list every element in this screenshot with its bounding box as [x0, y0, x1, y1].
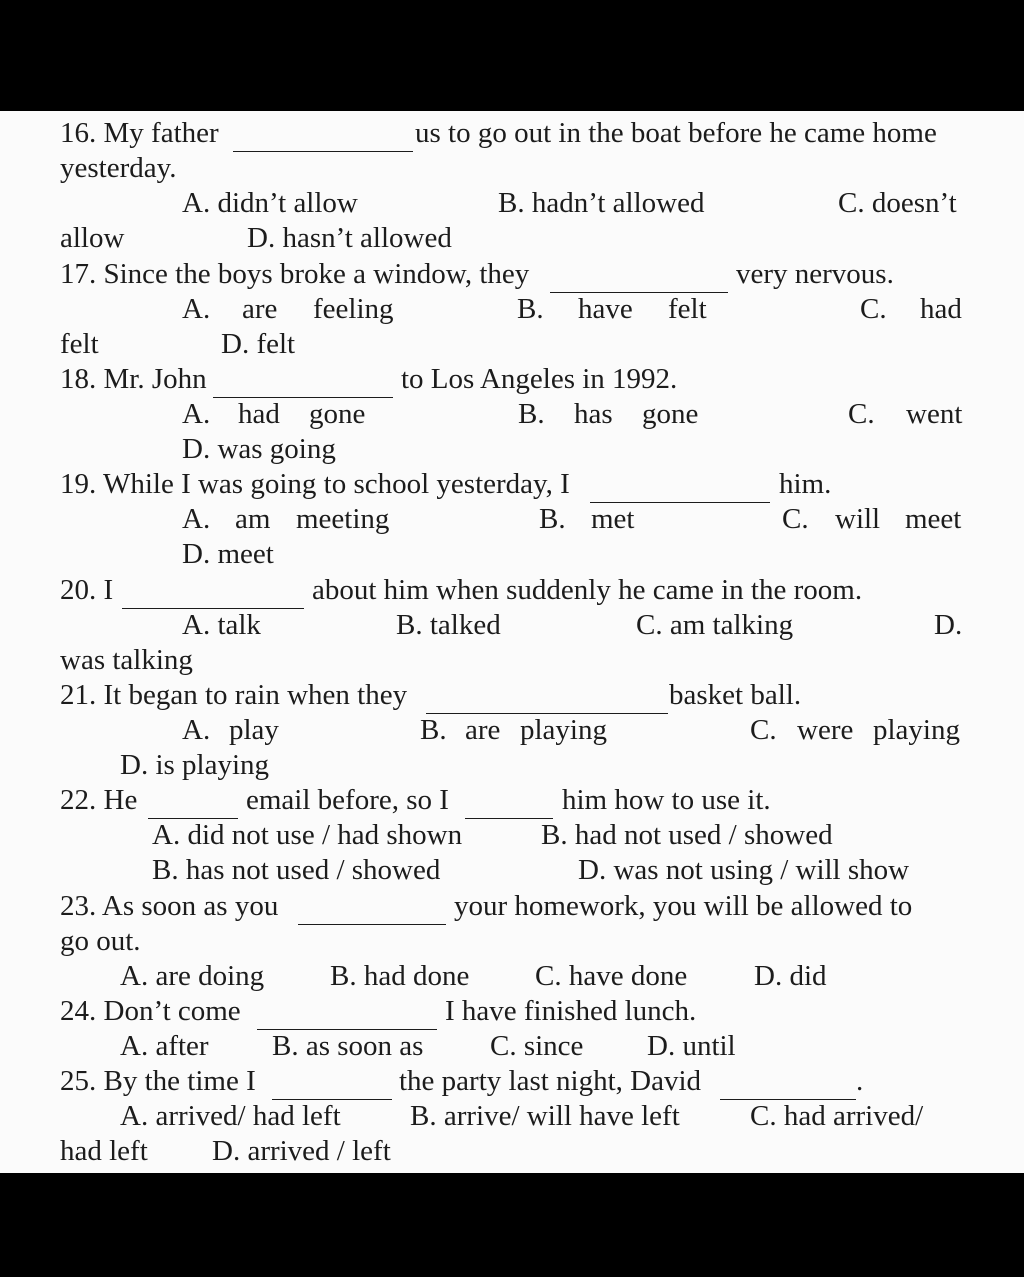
q17-option-b-word2: felt — [668, 293, 707, 325]
worksheet-page — [0, 111, 1024, 1173]
q20-option-b: B. talked — [396, 609, 501, 641]
q18-option-c-word: went — [906, 398, 963, 430]
q19-option-c-word1: will — [835, 503, 881, 535]
q16-option-c-wrap: allow — [60, 222, 125, 254]
q20-option-a: A. talk — [182, 609, 261, 641]
q17-option-c-wrap: felt — [60, 328, 99, 360]
q23-option-c: C. have done — [535, 960, 688, 992]
q18-blank — [213, 375, 393, 398]
q23-blank — [298, 902, 446, 925]
q19-option-c-letter: C. — [782, 503, 809, 535]
q17-stem-end: very nervous. — [736, 258, 894, 290]
q23-stem-end: your homework, you will be allowed to — [454, 890, 913, 922]
q20-stem-end: about him when suddenly he came in the room. — [312, 574, 863, 606]
q21-stem-start: 21. It began to rain when they — [60, 679, 408, 711]
q23-stem-start: 23. As soon as you — [60, 890, 279, 922]
q19-option-b-letter: B. — [539, 503, 566, 535]
q24-option-c: C. since — [490, 1030, 584, 1062]
q16-stem-start: 16. My father — [60, 117, 219, 149]
q16-option-b: B. hadn’t allowed — [498, 187, 705, 219]
q21-option-b-letter: B. — [420, 714, 447, 746]
q19-option-c-word2: meet — [905, 503, 962, 535]
q17-option-a-letter: A. — [182, 293, 211, 325]
q18-option-b-word2: gone — [642, 398, 699, 430]
q21-option-c-word2: playing — [873, 714, 960, 746]
q20-option-d-wrap: was talking — [60, 644, 193, 676]
q16-stem-end: us to go out in the boat before he came home — [415, 117, 937, 149]
q21-option-d: D. is playing — [120, 749, 270, 781]
q21-option-b-word1: are — [465, 714, 501, 746]
q21-option-a-letter: A. — [182, 714, 211, 746]
q22-stem-middle: email before, so I — [246, 784, 449, 816]
q21-stem-end: basket ball. — [669, 679, 802, 711]
q21-option-b-word2: playing — [520, 714, 607, 746]
q25-stem-end: . — [856, 1065, 864, 1097]
q18-option-b-word1: has — [574, 398, 613, 430]
q24-option-d: D. until — [647, 1030, 736, 1062]
q22-option-d: D. was not using / will show — [578, 854, 910, 886]
q25-option-b: B. arrive/ will have left — [410, 1100, 680, 1132]
q16-option-a: A. didn’t allow — [182, 187, 358, 219]
q25-stem-start: 25. By the time I — [60, 1065, 256, 1097]
q18-option-b-letter: B. — [518, 398, 545, 430]
q17-option-b-word1: have — [578, 293, 633, 325]
q17-option-a-word1: are — [242, 293, 278, 325]
q17-option-c-word: had — [920, 293, 962, 325]
q19-stem-end: him. — [779, 468, 832, 500]
q25-option-a: A. arrived/ had left — [120, 1100, 341, 1132]
q18-option-a-letter: A. — [182, 398, 211, 430]
q17-stem-start: 17. Since the boys broke a window, they — [60, 258, 530, 290]
q18-option-a-word2: gone — [309, 398, 366, 430]
q25-stem-middle: the party last night, David — [399, 1065, 702, 1097]
q16-option-c: C. doesn’t — [838, 187, 957, 219]
q20-option-d-letter: D. — [934, 609, 963, 641]
q22-stem-end: him how to use it. — [562, 784, 771, 816]
q20-stem-start: 20. I — [60, 574, 114, 606]
q17-blank — [550, 270, 728, 293]
q24-stem-start: 24. Don’t come — [60, 995, 241, 1027]
q17-option-c-letter: C. — [860, 293, 887, 325]
q23-stem-continued: go out. — [60, 925, 141, 957]
q18-option-d: D. was going — [182, 433, 336, 465]
q17-option-a-word2: feeling — [313, 293, 394, 325]
q25-blank-2 — [720, 1077, 856, 1100]
q16-blank — [233, 129, 413, 152]
q21-option-c-word1: were — [797, 714, 854, 746]
q24-option-b: B. as soon as — [272, 1030, 424, 1062]
q19-option-a-letter: A. — [182, 503, 211, 535]
q22-stem-start: 22. He — [60, 784, 138, 816]
q23-option-a: A. are doing — [120, 960, 265, 992]
q16-option-d: D. hasn’t allowed — [247, 222, 452, 254]
q19-stem-start: 19. While I was going to school yesterday, I — [60, 468, 570, 500]
q18-stem-end: to Los Angeles in 1992. — [401, 363, 678, 395]
q21-blank — [426, 691, 668, 714]
q19-blank — [590, 480, 770, 503]
q25-option-c: C. had arrived/ — [750, 1100, 924, 1132]
q22-option-b: B. had not used / showed — [541, 819, 833, 851]
q23-option-d: D. did — [754, 960, 827, 992]
q20-option-c: C. am talking — [636, 609, 794, 641]
q25-blank-1 — [272, 1077, 392, 1100]
q19-option-a-word1: am — [235, 503, 271, 535]
q18-stem-start: 18. Mr. John — [60, 363, 207, 395]
q19-option-b-word: met — [591, 503, 635, 535]
q22-option-c: B. has not used / showed — [152, 854, 441, 886]
q16-stem-continued: yesterday. — [60, 152, 177, 184]
q19-option-a-word2: meeting — [296, 503, 390, 535]
q19-option-d: D. meet — [182, 538, 274, 570]
q25-option-d: D. arrived / left — [212, 1135, 391, 1167]
q17-option-d: D. felt — [221, 328, 296, 360]
q18-option-c-letter: C. — [848, 398, 875, 430]
q23-option-b: B. had done — [330, 960, 470, 992]
q20-blank — [122, 586, 304, 609]
q21-option-a-word: play — [229, 714, 279, 746]
q22-blank-2 — [465, 796, 553, 819]
q22-option-a: A. did not use / had shown — [152, 819, 463, 851]
q24-blank — [257, 1007, 437, 1030]
q18-option-a-word1: had — [238, 398, 280, 430]
q25-option-c-wrap: had left — [60, 1135, 148, 1167]
q24-stem-end: I have finished lunch. — [445, 995, 697, 1027]
q22-blank-1 — [148, 796, 238, 819]
q21-option-c-letter: C. — [750, 714, 777, 746]
q17-option-b-letter: B. — [517, 293, 544, 325]
q24-option-a: A. after — [120, 1030, 209, 1062]
